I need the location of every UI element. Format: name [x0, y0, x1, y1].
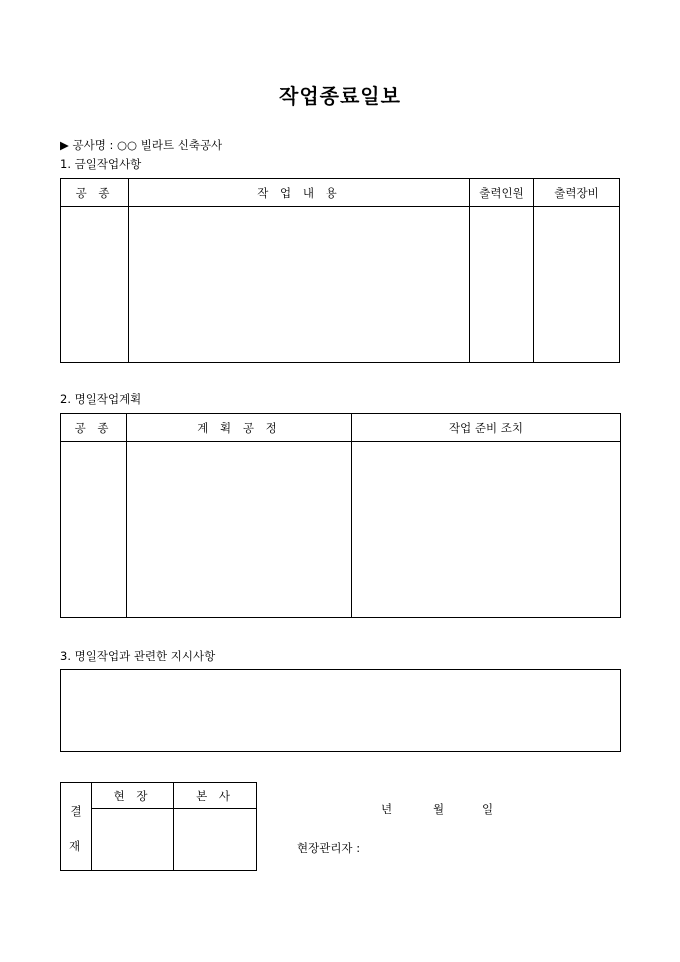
site-manager-label: 현장관리자 : [297, 841, 361, 855]
today-col-workers: 출력인원 [470, 179, 534, 207]
today-col-content: 작 업 내 용 [129, 179, 470, 207]
today-col-equipment: 출력장비 [534, 179, 620, 207]
tomorrow-plan-header-row [61, 414, 621, 442]
approval-col-site: 현 장 [92, 783, 174, 809]
date-year-label: 년 [381, 802, 393, 816]
section3-heading: 3. 명일작업과 관련한 지시사항 [60, 649, 216, 663]
today-workers-cell[interactable] [470, 207, 534, 363]
plan-process-cell[interactable] [127, 442, 352, 618]
approval-label-top: 결 [61, 783, 92, 871]
plan-col-trade: 공 종 [61, 414, 127, 442]
today-work-table [60, 178, 620, 363]
plan-col-process: 계 획 공 정 [127, 414, 352, 442]
approval-site-sign-cell[interactable] [92, 809, 174, 871]
today-equipment-cell[interactable] [534, 207, 620, 363]
today-col-trade: 공 종 [61, 179, 129, 207]
tomorrow-plan-body-row [61, 442, 621, 618]
approval-header-row [61, 783, 257, 809]
approval-label-bottom: 재 [69, 839, 81, 853]
date-month-label: 월 [433, 802, 445, 816]
section2-heading: 2. 명일작업계획 [60, 392, 142, 406]
plan-preparation-cell[interactable] [352, 442, 621, 618]
plan-trade-cell[interactable] [61, 442, 127, 618]
today-work-body-row [61, 207, 620, 363]
instructions-box[interactable] [60, 669, 621, 752]
today-content-cell[interactable] [129, 207, 470, 363]
approval-table [60, 782, 257, 871]
triangle-marker-icon: ▶ [60, 138, 69, 152]
today-work-header-row [61, 179, 620, 207]
project-name: 공사명 : ○○ 빌라트 신축공사 [72, 138, 223, 152]
plan-col-preparation: 작업 준비 조치 [352, 414, 621, 442]
section1-heading: 1. 금일작업사항 [60, 157, 142, 171]
today-trade-cell[interactable] [61, 207, 129, 363]
date-day-label: 일 [482, 802, 494, 816]
project-line [60, 137, 222, 153]
document-title: 작업종료일보 [279, 84, 401, 108]
approval-col-hq: 본 사 [174, 783, 257, 809]
approval-hq-sign-cell[interactable] [174, 809, 257, 871]
tomorrow-plan-table [60, 413, 621, 618]
